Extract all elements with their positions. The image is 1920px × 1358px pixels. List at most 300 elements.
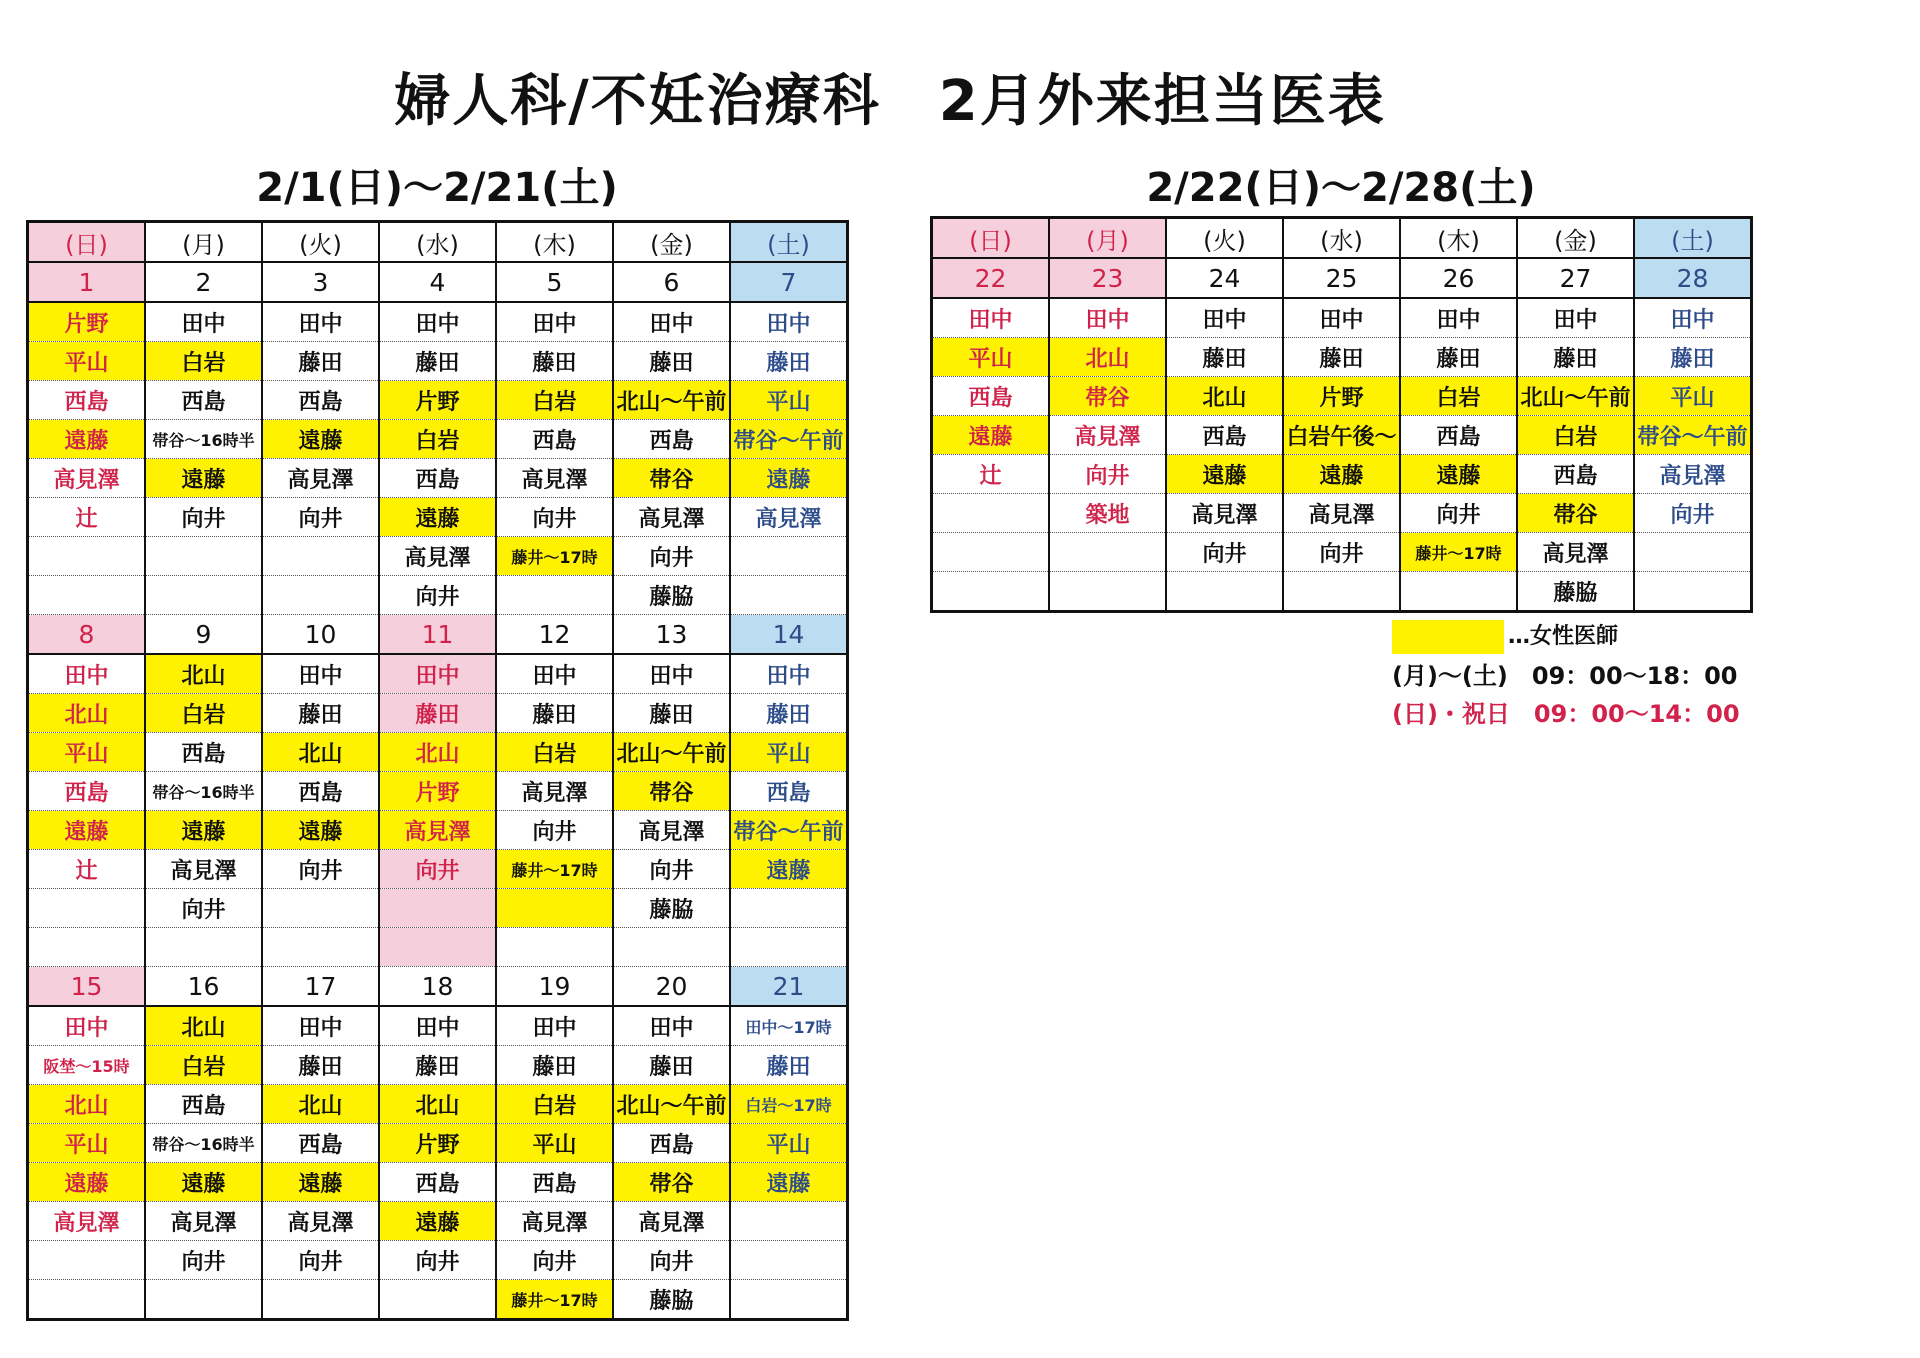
date-cell: 24 <box>1166 258 1283 298</box>
doctor-cell <box>28 537 146 576</box>
doctor-cell: 白岩 <box>145 694 262 733</box>
doctor-cell: 阪埜～15時 <box>28 1046 146 1085</box>
date-cell: 18 <box>379 967 496 1007</box>
doctor-row <box>28 1046 848 1085</box>
right-schedule-table <box>930 216 1753 613</box>
date-cell: 20 <box>613 967 730 1007</box>
holiday-hours: (日)・祝日 09：00～14：00 <box>1392 700 1740 728</box>
doctor-cell: 西島 <box>262 1124 379 1163</box>
doctor-cell <box>1634 572 1752 612</box>
doctor-cell: 北山～午前 <box>613 733 730 772</box>
doctor-cell <box>262 576 379 615</box>
doctor-cell <box>1400 572 1517 612</box>
date-row <box>28 262 848 302</box>
doctor-cell: 帯谷～午前 <box>1634 416 1752 455</box>
date-cell: 10 <box>262 615 379 655</box>
doctor-cell: 北山 <box>262 1085 379 1124</box>
weekday-header-row <box>932 218 1752 259</box>
doctor-row <box>932 416 1752 455</box>
doctor-cell: 田中 <box>379 302 496 342</box>
date-cell: 28 <box>1634 258 1752 298</box>
doctor-cell <box>28 1280 146 1320</box>
doctor-cell: 藤田 <box>496 694 613 733</box>
doctor-cell: 北山 <box>145 654 262 694</box>
weekday-header: (日) <box>932 218 1050 259</box>
doctor-cell <box>496 889 613 928</box>
date-cell: 16 <box>145 967 262 1007</box>
doctor-cell: 田中～17時 <box>730 1006 848 1046</box>
doctor-cell <box>379 889 496 928</box>
doctor-cell: 高見澤 <box>262 459 379 498</box>
doctor-cell: 北山 <box>262 733 379 772</box>
doctor-cell: 向井 <box>145 498 262 537</box>
doctor-cell <box>145 1280 262 1320</box>
date-cell: 21 <box>730 967 848 1007</box>
doctor-cell: 田中 <box>1400 298 1517 338</box>
doctor-cell: 北山～午前 <box>1517 377 1634 416</box>
doctor-row <box>28 302 848 342</box>
doctor-cell: 白岩 <box>496 733 613 772</box>
doctor-cell: 田中 <box>262 302 379 342</box>
doctor-cell: 田中 <box>1517 298 1634 338</box>
doctor-cell: 藤脇 <box>1517 572 1634 612</box>
doctor-cell: 帯谷 <box>613 1163 730 1202</box>
doctor-cell: 白岩 <box>1517 416 1634 455</box>
doctor-cell: 高見澤 <box>1049 416 1166 455</box>
doctor-cell: 藤田 <box>1283 338 1400 377</box>
doctor-cell: 北山 <box>28 1085 146 1124</box>
doctor-cell: 向井 <box>379 850 496 889</box>
doctor-cell: 田中 <box>262 1006 379 1046</box>
doctor-cell: 北山 <box>379 1085 496 1124</box>
weekday-header: (土) <box>1634 218 1752 259</box>
doctor-cell: 遠藤 <box>379 1202 496 1241</box>
doctor-cell: 北山 <box>145 1006 262 1046</box>
doctor-row <box>28 459 848 498</box>
doctor-cell: 帯谷～16時半 <box>145 1124 262 1163</box>
doctor-cell <box>262 889 379 928</box>
doctor-cell: 遠藤 <box>730 1163 848 1202</box>
doctor-cell: 向井 <box>496 1241 613 1280</box>
doctor-cell: 遠藤 <box>145 1163 262 1202</box>
doctor-row <box>28 576 848 615</box>
date-cell: 25 <box>1283 258 1400 298</box>
doctor-cell: 藤田 <box>730 342 848 381</box>
doctor-cell: 西島 <box>262 772 379 811</box>
doctor-cell: 帯谷 <box>1049 377 1166 416</box>
doctor-cell: 白岩 <box>145 342 262 381</box>
doctor-row <box>932 494 1752 533</box>
weekday-header: (金) <box>613 222 730 263</box>
doctor-cell: 藤井～17時 <box>496 1280 613 1320</box>
doctor-cell: 白岩 <box>379 420 496 459</box>
doctor-cell <box>28 1241 146 1280</box>
doctor-row <box>28 811 848 850</box>
doctor-cell: 白岩 <box>145 1046 262 1085</box>
doctor-row <box>28 694 848 733</box>
weekday-header: (木) <box>496 222 613 263</box>
doctor-cell: 向井 <box>262 498 379 537</box>
doctor-cell: 遠藤 <box>28 420 146 459</box>
doctor-cell: 西島 <box>1166 416 1283 455</box>
doctor-cell: 向井 <box>145 1241 262 1280</box>
weekday-hours: (月)～(土) 09：00～18：00 <box>1392 662 1738 690</box>
doctor-row <box>28 889 848 928</box>
doctor-cell: 田中 <box>28 654 146 694</box>
doctor-cell <box>730 576 848 615</box>
doctor-cell <box>932 533 1050 572</box>
doctor-cell: 辻 <box>28 498 146 537</box>
date-cell: 19 <box>496 967 613 1007</box>
doctor-cell: 遠藤 <box>1400 455 1517 494</box>
doctor-cell <box>28 889 146 928</box>
doctor-cell: 帯谷 <box>613 459 730 498</box>
doctor-cell <box>379 928 496 967</box>
doctor-cell: 辻 <box>28 850 146 889</box>
doctor-cell: 藤井～17時 <box>1400 533 1517 572</box>
doctor-cell: 藤井～17時 <box>496 537 613 576</box>
doctor-cell: 遠藤 <box>145 811 262 850</box>
doctor-cell: 築地 <box>1049 494 1166 533</box>
doctor-cell: 北山 <box>1166 377 1283 416</box>
right-period-title: 2/22(日)～2/28(土) <box>1146 165 1536 211</box>
weekday-header: (月) <box>1049 218 1166 259</box>
doctor-cell <box>28 576 146 615</box>
doctor-cell: 遠藤 <box>262 811 379 850</box>
doctor-row <box>28 928 848 967</box>
doctor-cell: 帯谷 <box>1517 494 1634 533</box>
doctor-cell: 高見澤 <box>613 811 730 850</box>
doctor-cell: 高見澤 <box>145 850 262 889</box>
doctor-cell: 遠藤 <box>262 1163 379 1202</box>
doctor-cell: 平山 <box>1634 377 1752 416</box>
doctor-cell <box>262 928 379 967</box>
doctor-cell: 藤田 <box>1517 338 1634 377</box>
doctor-cell: 向井 <box>1634 494 1752 533</box>
weekday-header: (火) <box>262 222 379 263</box>
doctor-cell: 藤田 <box>1400 338 1517 377</box>
doctor-cell: 藤田 <box>262 694 379 733</box>
doctor-cell: 向井 <box>1283 533 1400 572</box>
doctor-row <box>932 572 1752 612</box>
doctor-cell <box>262 1280 379 1320</box>
weekday-header: (水) <box>379 222 496 263</box>
doctor-cell: 西島 <box>28 772 146 811</box>
doctor-cell: 高見澤 <box>28 459 146 498</box>
doctor-cell: 向井 <box>262 1241 379 1280</box>
doctor-cell: 藤田 <box>379 342 496 381</box>
doctor-cell: 向井 <box>379 1241 496 1280</box>
doctor-cell: 帯谷～午前 <box>730 420 848 459</box>
doctor-cell: 田中 <box>730 654 848 694</box>
doctor-cell: 向井 <box>1166 533 1283 572</box>
doctor-row <box>932 338 1752 377</box>
doctor-cell: 西島 <box>613 420 730 459</box>
doctor-cell: 高見澤 <box>1166 494 1283 533</box>
doctor-cell: 西島 <box>145 733 262 772</box>
female-doctor-label: …女性医師 <box>1508 624 1619 649</box>
date-cell: 1 <box>28 262 146 302</box>
doctor-cell <box>1634 533 1752 572</box>
doctor-row <box>28 1006 848 1046</box>
doctor-cell: 藤田 <box>613 694 730 733</box>
doctor-cell: 遠藤 <box>379 498 496 537</box>
doctor-cell: 向井 <box>613 1241 730 1280</box>
left-schedule-table <box>26 220 849 1321</box>
doctor-cell <box>496 928 613 967</box>
doctor-cell: 藤脇 <box>613 576 730 615</box>
doctor-cell <box>932 494 1050 533</box>
doctor-row <box>28 850 848 889</box>
doctor-cell <box>1049 572 1166 612</box>
doctor-row <box>28 1085 848 1124</box>
doctor-cell: 帯谷～16時半 <box>145 420 262 459</box>
doctor-cell: 白岩 <box>1400 377 1517 416</box>
doctor-cell: 藤田 <box>262 1046 379 1085</box>
doctor-cell: 遠藤 <box>730 850 848 889</box>
doctor-cell: 藤田 <box>1166 338 1283 377</box>
doctor-row <box>28 1241 848 1280</box>
doctor-row <box>28 1202 848 1241</box>
doctor-cell: 田中 <box>496 302 613 342</box>
doctor-cell <box>730 1280 848 1320</box>
doctor-row <box>28 342 848 381</box>
date-row <box>28 967 848 1007</box>
doctor-cell: 高見澤 <box>496 459 613 498</box>
doctor-row <box>28 1163 848 1202</box>
weekday-header: (土) <box>730 222 848 263</box>
doctor-cell: 向井 <box>262 850 379 889</box>
doctor-cell: 向井 <box>1400 494 1517 533</box>
doctor-cell: 高見澤 <box>379 537 496 576</box>
doctor-cell <box>1049 533 1166 572</box>
doctor-cell: 西島 <box>730 772 848 811</box>
doctor-cell: 藤井～17時 <box>496 850 613 889</box>
doctor-cell: 西島 <box>262 381 379 420</box>
doctor-cell: 平山 <box>730 381 848 420</box>
doctor-cell: 北山～午前 <box>613 1085 730 1124</box>
doctor-cell: 北山 <box>379 733 496 772</box>
date-cell: 3 <box>262 262 379 302</box>
date-cell: 26 <box>1400 258 1517 298</box>
doctor-cell <box>145 576 262 615</box>
doctor-cell: 北山 <box>28 694 146 733</box>
doctor-cell: 藤脇 <box>613 889 730 928</box>
doctor-cell: 藤田 <box>730 1046 848 1085</box>
doctor-row <box>28 537 848 576</box>
doctor-cell: 田中 <box>496 1006 613 1046</box>
doctor-cell <box>262 537 379 576</box>
doctor-cell: 白岩～17時 <box>730 1085 848 1124</box>
page-title: 婦人科/不妊治療科 2月外来担当医表 <box>394 69 1386 134</box>
doctor-cell: 田中 <box>613 1006 730 1046</box>
doctor-row <box>932 533 1752 572</box>
doctor-cell: 片野 <box>28 302 146 342</box>
doctor-cell: 遠藤 <box>1283 455 1400 494</box>
doctor-cell: 片野 <box>379 772 496 811</box>
doctor-cell: 遠藤 <box>730 459 848 498</box>
doctor-cell: 向井 <box>379 576 496 615</box>
doctor-cell: 平山 <box>730 1124 848 1163</box>
doctor-cell: 藤田 <box>496 342 613 381</box>
doctor-cell: 田中 <box>379 654 496 694</box>
doctor-cell: 平山 <box>28 342 146 381</box>
weekday-header: (日) <box>28 222 146 263</box>
left-period-title: 2/1(日)～2/21(土) <box>256 165 618 211</box>
doctor-cell: 向井 <box>496 498 613 537</box>
doctor-cell: 高見澤 <box>1283 494 1400 533</box>
doctor-cell <box>145 537 262 576</box>
date-cell: 11 <box>379 615 496 655</box>
doctor-cell: 帯谷～16時半 <box>145 772 262 811</box>
doctor-row <box>28 772 848 811</box>
doctor-cell: 高見澤 <box>262 1202 379 1241</box>
doctor-cell <box>730 537 848 576</box>
date-cell: 9 <box>145 615 262 655</box>
doctor-cell: 向井 <box>1049 455 1166 494</box>
date-cell: 13 <box>613 615 730 655</box>
doctor-cell: 高見澤 <box>28 1202 146 1241</box>
doctor-cell: 平山 <box>496 1124 613 1163</box>
date-cell: 15 <box>28 967 146 1007</box>
doctor-cell: 平山 <box>932 338 1050 377</box>
doctor-cell: 白岩 <box>496 1085 613 1124</box>
doctor-cell: 高見澤 <box>613 498 730 537</box>
doctor-cell: 田中 <box>496 654 613 694</box>
doctor-row <box>28 1280 848 1320</box>
doctor-cell: 西島 <box>932 377 1050 416</box>
doctor-cell: 西島 <box>496 1163 613 1202</box>
doctor-cell: 白岩午後～ <box>1283 416 1400 455</box>
date-cell: 2 <box>145 262 262 302</box>
doctor-cell: 藤田 <box>262 342 379 381</box>
doctor-cell: 田中 <box>28 1006 146 1046</box>
date-row <box>28 615 848 655</box>
weekday-header: (木) <box>1400 218 1517 259</box>
doctor-cell: 片野 <box>379 381 496 420</box>
doctor-cell <box>496 576 613 615</box>
date-row <box>932 258 1752 298</box>
doctor-cell: 高見澤 <box>496 772 613 811</box>
doctor-row <box>28 654 848 694</box>
doctor-cell: 高見澤 <box>613 1202 730 1241</box>
date-cell: 4 <box>379 262 496 302</box>
doctor-cell: 藤田 <box>496 1046 613 1085</box>
date-cell: 12 <box>496 615 613 655</box>
doctor-cell: 平山 <box>28 733 146 772</box>
doctor-cell: 遠藤 <box>1166 455 1283 494</box>
doctor-cell <box>28 928 146 967</box>
doctor-cell: 平山 <box>28 1124 146 1163</box>
doctor-cell: 西島 <box>1400 416 1517 455</box>
doctor-cell: 辻 <box>932 455 1050 494</box>
doctor-cell <box>613 928 730 967</box>
doctor-cell <box>1166 572 1283 612</box>
doctor-cell: 遠藤 <box>145 459 262 498</box>
doctor-cell: 田中 <box>145 302 262 342</box>
weekday-header: (月) <box>145 222 262 263</box>
doctor-cell: 西島 <box>613 1124 730 1163</box>
doctor-cell: 西島 <box>145 1085 262 1124</box>
weekday-header: (金) <box>1517 218 1634 259</box>
doctor-cell: 北山～午前 <box>613 381 730 420</box>
weekday-header-row <box>28 222 848 263</box>
doctor-row <box>932 298 1752 338</box>
doctor-cell: 片野 <box>1283 377 1400 416</box>
doctor-cell <box>730 1241 848 1280</box>
doctor-cell: 西島 <box>496 420 613 459</box>
doctor-cell: 田中 <box>262 654 379 694</box>
doctor-cell: 高見澤 <box>145 1202 262 1241</box>
doctor-cell: 田中 <box>932 298 1050 338</box>
date-cell: 7 <box>730 262 848 302</box>
doctor-cell: 高見澤 <box>379 811 496 850</box>
doctor-cell: 田中 <box>613 302 730 342</box>
doctor-row <box>932 455 1752 494</box>
doctor-cell: 帯谷 <box>613 772 730 811</box>
doctor-cell: 向井 <box>496 811 613 850</box>
date-cell: 5 <box>496 262 613 302</box>
female-doctor-swatch <box>1392 620 1504 654</box>
date-cell: 6 <box>613 262 730 302</box>
doctor-cell: 向井 <box>145 889 262 928</box>
doctor-cell: 西島 <box>379 1163 496 1202</box>
doctor-cell <box>932 572 1050 612</box>
doctor-cell: 向井 <box>613 850 730 889</box>
date-cell: 8 <box>28 615 146 655</box>
date-cell: 23 <box>1049 258 1166 298</box>
date-cell: 27 <box>1517 258 1634 298</box>
doctor-cell <box>730 1202 848 1241</box>
doctor-row <box>932 377 1752 416</box>
doctor-cell: 高見澤 <box>1517 533 1634 572</box>
doctor-cell: 田中 <box>730 302 848 342</box>
doctor-cell: 藤田 <box>379 694 496 733</box>
date-cell: 14 <box>730 615 848 655</box>
doctor-cell: 平山 <box>730 733 848 772</box>
doctor-cell: 遠藤 <box>28 811 146 850</box>
doctor-cell: 藤田 <box>613 1046 730 1085</box>
doctor-cell: 片野 <box>379 1124 496 1163</box>
doctor-cell: 田中 <box>1049 298 1166 338</box>
doctor-cell: 西島 <box>145 381 262 420</box>
doctor-cell: 遠藤 <box>28 1163 146 1202</box>
date-cell: 17 <box>262 967 379 1007</box>
doctor-cell: 藤脇 <box>613 1280 730 1320</box>
doctor-row <box>28 1124 848 1163</box>
doctor-row <box>28 498 848 537</box>
doctor-cell: 帯谷～午前 <box>730 811 848 850</box>
doctor-cell: 田中 <box>379 1006 496 1046</box>
doctor-cell: 白岩 <box>496 381 613 420</box>
doctor-cell <box>730 928 848 967</box>
doctor-row <box>28 733 848 772</box>
doctor-cell: 西島 <box>28 381 146 420</box>
doctor-cell: 田中 <box>1634 298 1752 338</box>
doctor-cell: 西島 <box>1517 455 1634 494</box>
doctor-cell: 田中 <box>1166 298 1283 338</box>
doctor-cell: 北山 <box>1049 338 1166 377</box>
doctor-cell <box>145 928 262 967</box>
doctor-cell: 向井 <box>613 537 730 576</box>
doctor-cell: 西島 <box>379 459 496 498</box>
doctor-cell: 遠藤 <box>932 416 1050 455</box>
doctor-cell: 高見澤 <box>1634 455 1752 494</box>
doctor-cell: 藤田 <box>379 1046 496 1085</box>
date-cell: 22 <box>932 258 1050 298</box>
doctor-cell: 藤田 <box>613 342 730 381</box>
doctor-cell: 高見澤 <box>496 1202 613 1241</box>
